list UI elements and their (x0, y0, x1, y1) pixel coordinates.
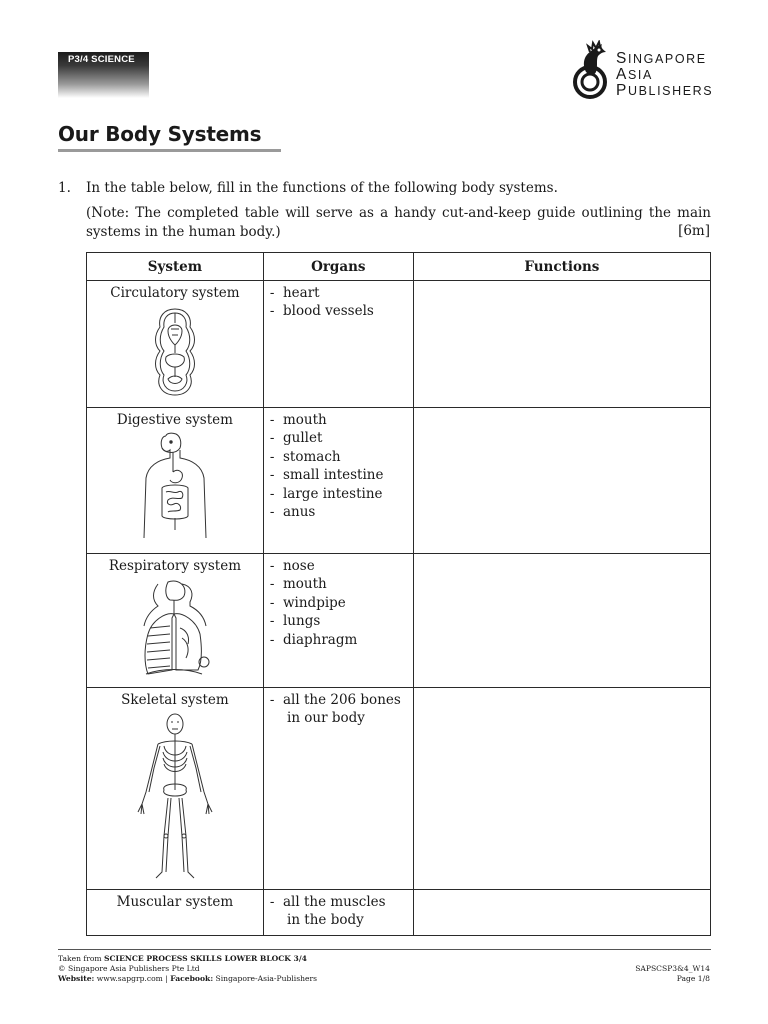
list-item: - nose (270, 557, 413, 575)
list-item: - stomach (270, 448, 413, 466)
organs-cell (263, 554, 413, 688)
table-row (87, 688, 711, 890)
system-name: Circulatory system (110, 285, 240, 301)
list-item: - all the 206 bones (270, 691, 413, 709)
functions-answer-cell[interactable] (413, 688, 710, 890)
functions-answer-cell[interactable] (413, 408, 710, 554)
website-link[interactable]: www.sapgrp.com (96, 974, 163, 983)
organs-cell (263, 408, 413, 554)
list-item: - lungs (270, 612, 413, 630)
subject-badge-label: P3/4 SCIENCE (68, 54, 135, 65)
body-systems-table (86, 252, 711, 936)
organ-list (270, 557, 413, 649)
list-item: - diaphragm (270, 631, 413, 649)
table-row (87, 408, 711, 554)
question-note: (Note: The completed table will serve as a handy cut-and-keep guide outlining the main systems in the human body.) (86, 205, 711, 240)
list-item: - blood vessels (270, 302, 413, 320)
circulatory-system-illustration (150, 305, 200, 399)
system-name: Respiratory system (108, 558, 241, 574)
system-cell (87, 688, 264, 890)
footer-page-number: Page 1/8 (676, 974, 710, 983)
list-item: - small intestine (270, 466, 413, 484)
subject-badge (58, 52, 149, 98)
digestive-system-illustration (140, 432, 210, 540)
organs-cell (263, 281, 413, 408)
list-item: - heart (270, 284, 413, 302)
header-system: System (87, 253, 264, 281)
footer-copyright: © Singapore Asia Publishers Pte Ltd (58, 964, 200, 973)
list-item: - gullet (270, 429, 413, 447)
table-header-row (87, 253, 711, 281)
publisher-logo (572, 40, 722, 104)
footer-source: Taken from SCIENCE PROCESS SKILLS LOWER BLOCK 3/4 (58, 954, 307, 963)
table-row (87, 281, 711, 408)
organ-list (270, 284, 413, 321)
list-item: - mouth (270, 575, 413, 593)
publisher-name-line-3: PUBLISHERS (616, 82, 714, 99)
system-cell (87, 281, 264, 408)
question-marks: [6m] (678, 223, 710, 239)
functions-answer-cell[interactable] (413, 890, 710, 936)
organ-list (270, 411, 413, 521)
footer-code: SAPSCSP3&4_W14 (635, 964, 710, 973)
publisher-name-line-2: ASIA (616, 66, 653, 83)
organs-cell (263, 688, 413, 890)
respiratory-system-illustration (138, 578, 212, 676)
list-item: - windpipe (270, 594, 413, 612)
title-underline (58, 149, 281, 152)
functions-answer-cell[interactable] (413, 281, 710, 408)
footer-links: Website: www.sapgrp.com | Facebook: Singapore-Asia-Publishers (58, 974, 318, 983)
organs-cell (263, 890, 413, 936)
publisher-name-line-1: SINGAPORE (616, 50, 707, 67)
list-item: in the body (287, 912, 364, 929)
list-item: - all the muscles (270, 893, 413, 911)
header-functions: Functions (413, 253, 710, 281)
organ-list (270, 893, 413, 930)
system-name: Muscular system (116, 894, 234, 910)
question-number: 1. (58, 180, 71, 196)
list-item: - large intestine (270, 485, 413, 503)
system-cell (87, 890, 264, 936)
list-item: - anus (270, 503, 413, 521)
header-organs: Organs (263, 253, 413, 281)
question-text: In the table below, fill in the functions of the following body systems. (86, 180, 558, 196)
system-name: Digestive system (116, 412, 233, 428)
table-row (87, 554, 711, 688)
functions-answer-cell[interactable] (413, 554, 710, 688)
organ-list (270, 691, 413, 728)
table-row (87, 890, 711, 936)
page-title: Our Body Systems (58, 122, 262, 146)
footer-divider (58, 949, 711, 950)
list-item: in our body (287, 710, 365, 727)
seahorse-logo-icon (572, 40, 612, 102)
system-cell (87, 408, 264, 554)
facebook-link[interactable]: Singapore-Asia-Publishers (215, 974, 318, 983)
system-name: Skeletal system (121, 692, 229, 708)
system-cell (87, 554, 264, 688)
list-item: - mouth (270, 411, 413, 429)
skeleton-illustration (130, 712, 220, 882)
